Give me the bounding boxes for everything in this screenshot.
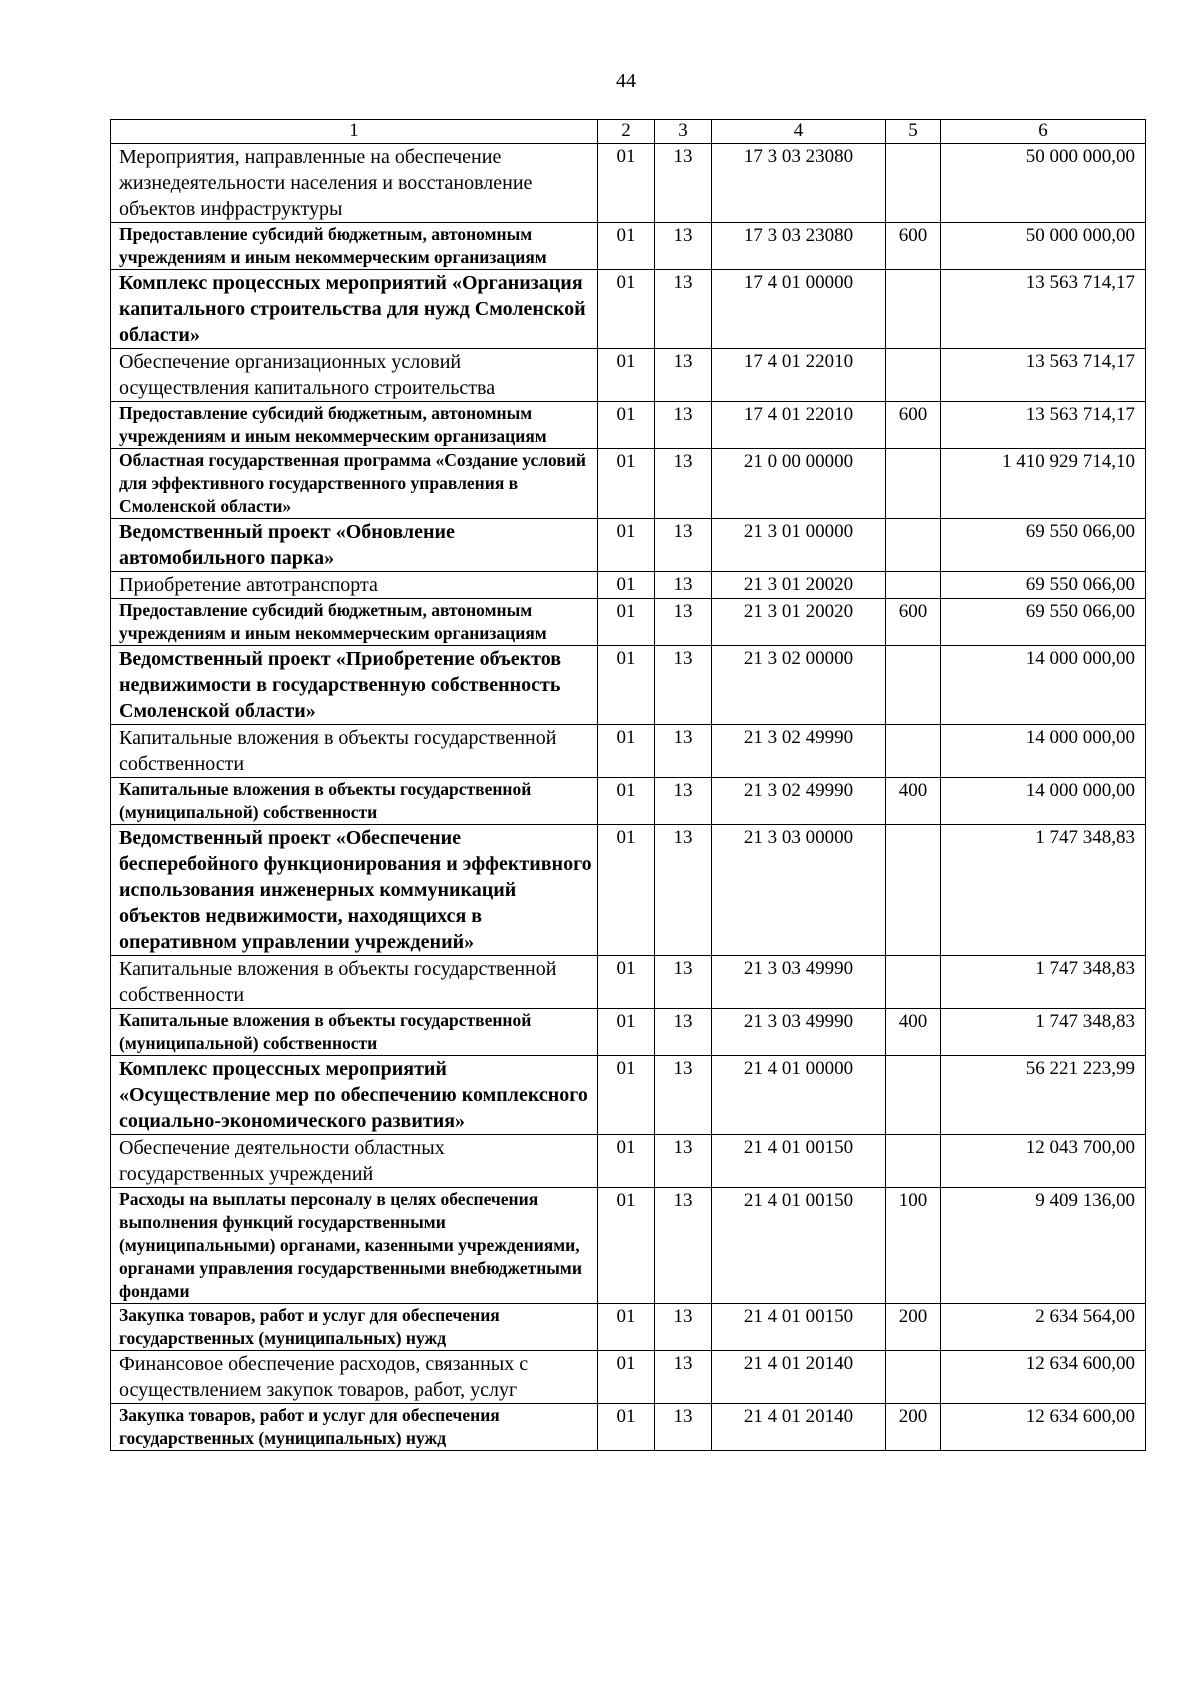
table-row (111, 778, 1146, 825)
table-row (111, 449, 1146, 519)
row-section-cell: 01 (598, 956, 655, 1009)
row-section-cell: 01 (598, 1135, 655, 1188)
row-target-code-cell: 17 4 01 22010 (712, 349, 886, 402)
column-header: 4 (712, 120, 886, 144)
row-amount-cell: 13 563 714,17 (941, 402, 1146, 449)
row-name-cell: Капитальные вложения в объекты государственной собственности (111, 956, 598, 1009)
row-target-code-cell: 21 4 01 20140 (712, 1404, 886, 1451)
row-target-code-cell: 21 3 03 49990 (712, 956, 886, 1009)
table-row (111, 402, 1146, 449)
row-subsection-cell: 13 (655, 825, 712, 956)
row-expense-type-cell (886, 956, 941, 1009)
row-section-cell: 01 (598, 825, 655, 956)
row-amount-cell: 1 747 348,83 (941, 825, 1146, 956)
row-expense-type-cell: 200 (886, 1304, 941, 1351)
row-amount-cell: 1 410 929 714,10 (941, 449, 1146, 519)
row-amount-cell: 12 043 700,00 (941, 1135, 1146, 1188)
row-expense-type-cell (886, 725, 941, 778)
row-subsection-cell: 13 (655, 402, 712, 449)
row-expense-type-cell: 200 (886, 1404, 941, 1451)
row-expense-type-cell (886, 270, 941, 349)
row-section-cell: 01 (598, 725, 655, 778)
row-expense-type-cell (886, 449, 941, 519)
column-header: 6 (941, 120, 1146, 144)
row-name-cell: Ведомственный проект «Обеспечение бесперебойного функционирования и эффективного использования инженерных коммуникаций объектов недвижимости, находящихся в оперативном управлении учреждений» (111, 825, 598, 956)
row-target-code-cell: 17 3 03 23080 (712, 223, 886, 270)
table-row (111, 725, 1146, 778)
row-subsection-cell: 13 (655, 599, 712, 646)
row-expense-type-cell: 600 (886, 599, 941, 646)
row-name-cell: Закупка товаров, работ и услуг для обеспечения государственных (муниципальных) нужд (111, 1404, 598, 1451)
row-expense-type-cell: 400 (886, 778, 941, 825)
row-expense-type-cell (886, 646, 941, 725)
table-row (111, 1404, 1146, 1451)
row-amount-cell: 69 550 066,00 (941, 572, 1146, 599)
row-name-cell: Ведомственный проект «Обновление автомобильного парка» (111, 519, 598, 572)
table-body (111, 144, 1146, 1451)
row-name-cell: Финансовое обеспечение расходов, связанных с осуществлением закупок товаров, работ, услуг (111, 1351, 598, 1404)
row-section-cell: 01 (598, 449, 655, 519)
row-amount-cell: 14 000 000,00 (941, 646, 1146, 725)
budget-table (110, 119, 1146, 1451)
row-section-cell: 01 (598, 1009, 655, 1056)
row-target-code-cell: 21 3 01 00000 (712, 519, 886, 572)
row-amount-cell: 12 634 600,00 (941, 1404, 1146, 1451)
row-section-cell: 01 (598, 599, 655, 646)
row-subsection-cell: 13 (655, 1135, 712, 1188)
row-subsection-cell: 13 (655, 956, 712, 1009)
row-subsection-cell: 13 (655, 1351, 712, 1404)
row-section-cell: 01 (598, 349, 655, 402)
table-row (111, 1056, 1146, 1135)
row-subsection-cell: 13 (655, 778, 712, 825)
table-row (111, 1135, 1146, 1188)
row-name-cell: Предоставление субсидий бюджетным, автономным учреждениям и иным некоммерческим организациям (111, 223, 598, 270)
row-amount-cell: 13 563 714,17 (941, 349, 1146, 402)
table-header-row (111, 120, 1146, 144)
row-target-code-cell: 21 3 02 49990 (712, 725, 886, 778)
row-subsection-cell: 13 (655, 572, 712, 599)
row-expense-type-cell (886, 572, 941, 599)
row-subsection-cell: 13 (655, 519, 712, 572)
row-expense-type-cell (886, 519, 941, 572)
row-section-cell: 01 (598, 1188, 655, 1304)
table-row (111, 599, 1146, 646)
row-amount-cell: 1 747 348,83 (941, 1009, 1146, 1056)
row-subsection-cell: 13 (655, 144, 712, 223)
row-subsection-cell: 13 (655, 1056, 712, 1135)
row-section-cell: 01 (598, 1304, 655, 1351)
row-name-cell: Ведомственный проект «Приобретение объектов недвижимости в государственную собственность Смоленской области» (111, 646, 598, 725)
row-name-cell: Областная государственная программа «Создание условий для эффективного государственного управления в Смоленской области» (111, 449, 598, 519)
row-name-cell: Закупка товаров, работ и услуг для обеспечения государственных (муниципальных) нужд (111, 1304, 598, 1351)
row-section-cell: 01 (598, 402, 655, 449)
row-target-code-cell: 21 3 02 49990 (712, 778, 886, 825)
row-amount-cell: 1 747 348,83 (941, 956, 1146, 1009)
table-row (111, 1304, 1146, 1351)
row-name-cell: Комплекс процессных мероприятий «Осуществление мер по обеспечению комплексного социально-экономического развития» (111, 1056, 598, 1135)
row-name-cell: Расходы на выплаты персоналу в целях обеспечения выполнения функций государственными (муниципальными) органами, казенными учреждениями, органами управления государственными внебюджетными фондами (111, 1188, 598, 1304)
row-expense-type-cell: 100 (886, 1188, 941, 1304)
table-row (111, 572, 1146, 599)
row-target-code-cell: 21 4 01 00000 (712, 1056, 886, 1135)
row-subsection-cell: 13 (655, 270, 712, 349)
row-target-code-cell: 21 4 01 20140 (712, 1351, 886, 1404)
row-target-code-cell: 21 3 01 20020 (712, 572, 886, 599)
row-section-cell: 01 (598, 778, 655, 825)
row-name-cell: Обеспечение деятельности областных государственных учреждений (111, 1135, 598, 1188)
row-subsection-cell: 13 (655, 449, 712, 519)
row-amount-cell: 56 221 223,99 (941, 1056, 1146, 1135)
row-name-cell: Предоставление субсидий бюджетным, автономным учреждениям и иным некоммерческим организациям (111, 599, 598, 646)
row-amount-cell: 2 634 564,00 (941, 1304, 1146, 1351)
row-subsection-cell: 13 (655, 725, 712, 778)
row-amount-cell: 50 000 000,00 (941, 144, 1146, 223)
row-amount-cell: 69 550 066,00 (941, 519, 1146, 572)
row-subsection-cell: 13 (655, 1404, 712, 1451)
row-section-cell: 01 (598, 572, 655, 599)
table-row (111, 270, 1146, 349)
row-expense-type-cell: 600 (886, 402, 941, 449)
column-header: 2 (598, 120, 655, 144)
row-name-cell: Капитальные вложения в объекты государственной собственности (111, 725, 598, 778)
row-target-code-cell: 21 3 03 49990 (712, 1009, 886, 1056)
row-name-cell: Комплекс процессных мероприятий «Организация капитального строительства для нужд Смоленской области» (111, 270, 598, 349)
row-name-cell: Приобретение автотранспорта (111, 572, 598, 599)
page-number: 44 (616, 70, 636, 92)
row-subsection-cell: 13 (655, 1304, 712, 1351)
row-section-cell: 01 (598, 270, 655, 349)
row-subsection-cell: 13 (655, 646, 712, 725)
row-target-code-cell: 21 4 01 00150 (712, 1304, 886, 1351)
row-name-cell: Капитальные вложения в объекты государственной (муниципальной) собственности (111, 1009, 598, 1056)
row-expense-type-cell (886, 1351, 941, 1404)
table-row (111, 1188, 1146, 1304)
row-name-cell: Мероприятия, направленные на обеспечение жизнедеятельности населения и восстановление объектов инфраструктуры (111, 144, 598, 223)
row-expense-type-cell (886, 349, 941, 402)
row-subsection-cell: 13 (655, 1009, 712, 1056)
row-amount-cell: 12 634 600,00 (941, 1351, 1146, 1404)
row-section-cell: 01 (598, 223, 655, 270)
row-section-cell: 01 (598, 1404, 655, 1451)
row-name-cell: Капитальные вложения в объекты государственной (муниципальной) собственности (111, 778, 598, 825)
row-target-code-cell: 17 4 01 00000 (712, 270, 886, 349)
column-header: 1 (111, 120, 598, 144)
row-name-cell: Обеспечение организационных условий осуществления капитального строительства (111, 349, 598, 402)
table-row (111, 519, 1146, 572)
row-target-code-cell: 21 0 00 00000 (712, 449, 886, 519)
row-amount-cell: 9 409 136,00 (941, 1188, 1146, 1304)
row-expense-type-cell: 600 (886, 223, 941, 270)
table-row (111, 1351, 1146, 1404)
row-name-cell: Предоставление субсидий бюджетным, автономным учреждениям и иным некоммерческим организациям (111, 402, 598, 449)
row-expense-type-cell (886, 1135, 941, 1188)
row-section-cell: 01 (598, 1351, 655, 1404)
row-target-code-cell: 21 3 03 00000 (712, 825, 886, 956)
table-row (111, 349, 1146, 402)
row-target-code-cell: 21 4 01 00150 (712, 1188, 886, 1304)
row-section-cell: 01 (598, 144, 655, 223)
row-expense-type-cell: 400 (886, 1009, 941, 1056)
row-amount-cell: 13 563 714,17 (941, 270, 1146, 349)
table-row (111, 646, 1146, 725)
row-expense-type-cell (886, 825, 941, 956)
row-target-code-cell: 17 4 01 22010 (712, 402, 886, 449)
table-row (111, 956, 1146, 1009)
column-header: 5 (886, 120, 941, 144)
row-section-cell: 01 (598, 646, 655, 725)
row-target-code-cell: 21 4 01 00150 (712, 1135, 886, 1188)
table-row (111, 144, 1146, 223)
table-row (111, 1009, 1146, 1056)
column-header: 3 (655, 120, 712, 144)
table-row (111, 223, 1146, 270)
row-target-code-cell: 17 3 03 23080 (712, 144, 886, 223)
row-section-cell: 01 (598, 519, 655, 572)
table-row (111, 825, 1146, 956)
row-subsection-cell: 13 (655, 1188, 712, 1304)
row-subsection-cell: 13 (655, 223, 712, 270)
row-expense-type-cell (886, 1056, 941, 1135)
row-expense-type-cell (886, 144, 941, 223)
row-section-cell: 01 (598, 1056, 655, 1135)
row-target-code-cell: 21 3 01 20020 (712, 599, 886, 646)
row-subsection-cell: 13 (655, 349, 712, 402)
row-amount-cell: 50 000 000,00 (941, 223, 1146, 270)
row-amount-cell: 14 000 000,00 (941, 725, 1146, 778)
row-amount-cell: 14 000 000,00 (941, 778, 1146, 825)
row-amount-cell: 69 550 066,00 (941, 599, 1146, 646)
row-target-code-cell: 21 3 02 00000 (712, 646, 886, 725)
